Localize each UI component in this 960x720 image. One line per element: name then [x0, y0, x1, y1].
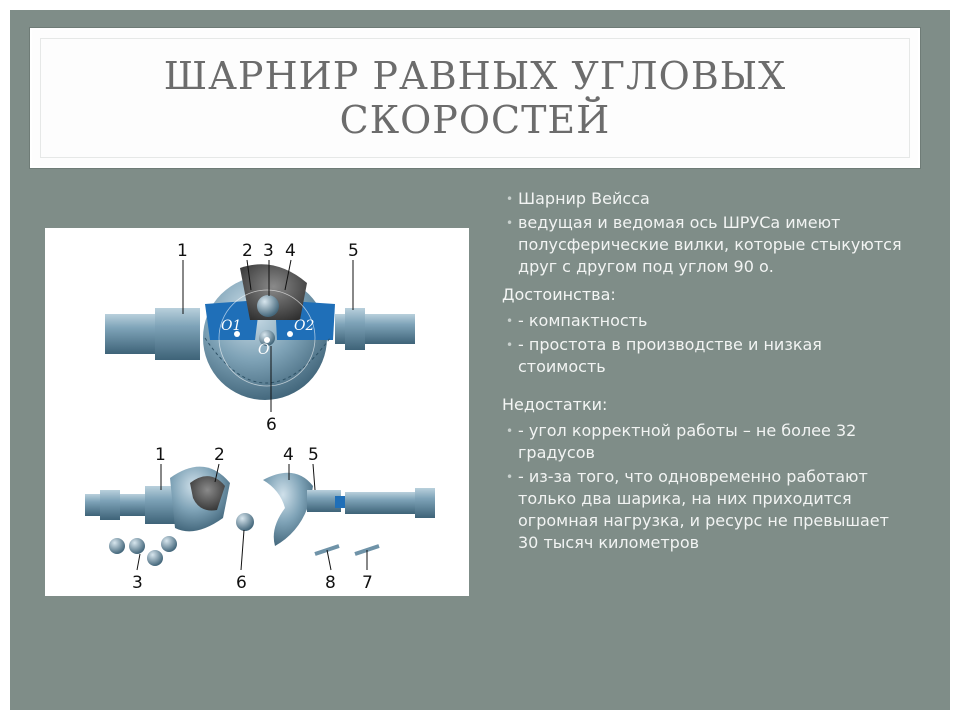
- list-item: [502, 310, 912, 332]
- label-bottom-3: 3: [132, 573, 143, 593]
- label-center-o2: O2: [294, 318, 315, 334]
- bullet-icon: •: [506, 424, 514, 438]
- disadvantage-item: - угол корректной работы – не более 32 градусов: [518, 421, 857, 462]
- label-bottom-5: 5: [308, 445, 319, 465]
- bullet-icon: •: [506, 192, 514, 206]
- disadvantages-list: [502, 420, 912, 554]
- bullet-icon: •: [506, 338, 514, 352]
- advantage-item: - простота в производстве и низкая стоимость: [518, 335, 822, 376]
- list-item: [502, 334, 912, 378]
- label-top-4: 4: [285, 241, 296, 261]
- disadvantages-heading: Недостатки:: [502, 395, 608, 414]
- list-item: [502, 466, 912, 554]
- advantages-heading: Достоинства:: [502, 285, 616, 304]
- intro-item-weiss: Шарнир Вейсса: [518, 189, 650, 208]
- title-box: [30, 28, 920, 168]
- joint-diagram-svg: [45, 228, 469, 596]
- label-bottom-1: 1: [155, 445, 166, 465]
- list-item: [502, 420, 912, 464]
- label-bottom-7: 7: [362, 573, 373, 593]
- advantages-list: [502, 310, 912, 378]
- label-bottom-6: 6: [236, 573, 247, 593]
- label-bottom-2: 2: [214, 445, 225, 465]
- disadvantage-item: - из-за того, что одновременно работают только два шарика, на них приходится огромная нагрузка, и ресурс не превышает 30 тысяч километров: [518, 467, 889, 552]
- label-bottom-4: 4: [283, 445, 294, 465]
- label-center-o: O: [258, 342, 270, 358]
- advantage-item: - компактность: [518, 311, 648, 330]
- slide: [10, 10, 950, 710]
- content-text: [502, 188, 912, 556]
- label-center-o1: O1: [221, 318, 242, 334]
- exploded-view: [85, 467, 435, 566]
- label-bottom-8: 8: [325, 573, 336, 593]
- label-top-5: 5: [348, 241, 359, 261]
- title-inner: [40, 38, 910, 158]
- slide-title: ШАРНИР РАВНЫХ УГЛОВЫХ СКОРОСТЕЙ: [163, 54, 787, 142]
- label-top-6: 6: [266, 415, 277, 435]
- list-item: [502, 212, 912, 278]
- list-item: [502, 188, 912, 210]
- bullet-icon: •: [506, 314, 514, 328]
- bullet-icon: •: [506, 216, 514, 230]
- assembled-joint: [105, 264, 415, 400]
- bullet-icon: •: [506, 470, 514, 484]
- intro-item-description: ведущая и ведомая ось ШРУСа имеют полусферические вилки, которые стыкуются друг с другом под углом 90 о.: [518, 213, 902, 276]
- label-top-3: 3: [263, 241, 274, 261]
- label-top-2: 2: [242, 241, 253, 261]
- label-top-1: 1: [177, 241, 188, 261]
- joint-diagram-image: [45, 228, 469, 596]
